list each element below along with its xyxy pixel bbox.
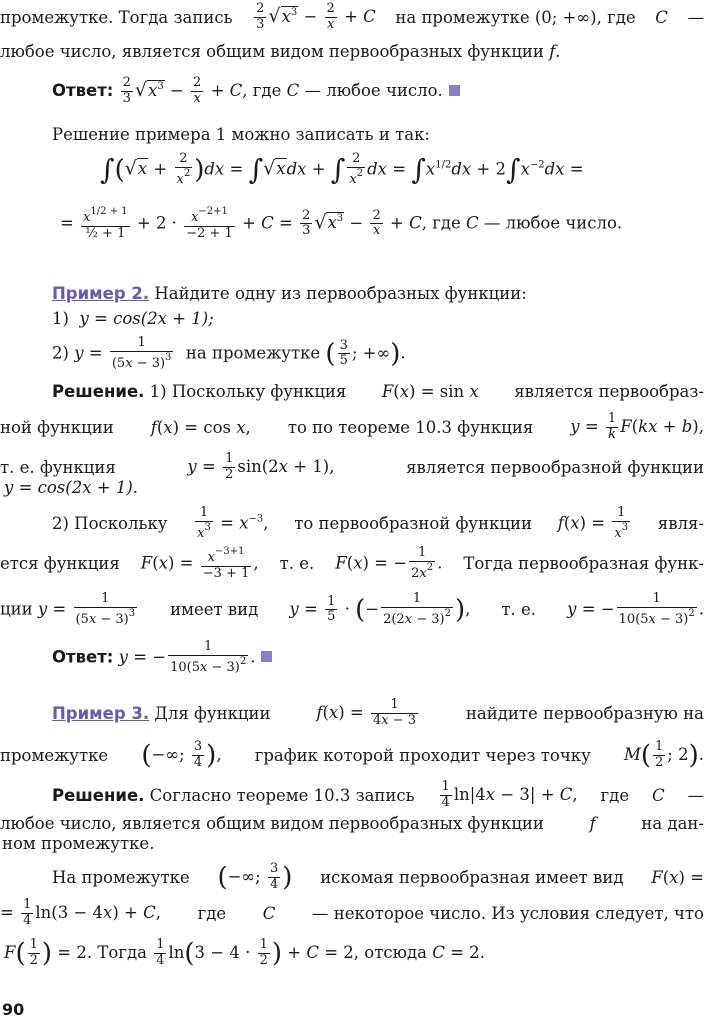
integral-line-1: ∫(√x + $\frac{2}{x^2}$ )dx = ∫√xdx + ∫ $\frac{2}{x^2}$ dx = $\int x^{1/2}dx + 2\int x^{-2}dx$ = (100, 151, 584, 187)
answer-1: Ответ: $\frac{2}{3}$ $√x^3$ − $\frac{2}{x}$ + C, где C — любое число. (52, 76, 460, 107)
solution-3-line-6: F( $\frac{1}{2}$ ) = 2. Тогда $\frac{1}{4}$ ln(3 − 4 · $\frac{1}{2}$ ) + C = 2, отсюда C = 2. (4, 937, 485, 969)
solution-2-line-1: Решение. 1) Поскольку функция F(x) = sin x является первообраз- (52, 382, 704, 401)
page-number: 90 (2, 1000, 25, 1019)
solution-2-line-6: ется функция F(x) = $\frac{x^{-3+1}}{-3 + 1}$ , т. е. F(x) = − $\frac{1}{2x^2}$ . Тогда первообразная функ- (0, 545, 704, 581)
example-3-line-2: промежутке (−∞; $\frac{3}{4}$ ), график которой проходит через точку M( $\frac{1}{2}$ ; 2). (0, 739, 704, 771)
solution-2-line-4: y = cos(2x + 1). (4, 478, 139, 497)
answer-2: Ответ: y = − $\frac{1}{10(5x - 3)^2}$ . (52, 640, 272, 676)
example-2-item-1: 1) y = cos(2x + 1); (52, 309, 214, 328)
integral-line-2: = $\frac{x^{1/2 + 1}}{\text{½ + 1}}$ + 2 · $\frac{x^{-2+1}}{-2 + 1}$ + C = $\frac{2}{3}$ $√x^3$ − $\frac{2}{x}$ + C, где C — любое число. (60, 206, 623, 241)
solution-2-line-3: т. е. функция y = $\frac{1}{2}$ sin(2x + 1), является первообразной функции (0, 451, 704, 482)
solution-2-line-2: ной функции f(x) = cos x, то по теореме 10.3 функция y = $\frac{1}{k}$ F(kx + b), (0, 411, 704, 442)
example-2-header: Пример 2. Найдите одну из первообразных функции: (52, 284, 527, 303)
text-line-1: промежутке. Тогда запись $\frac{2}{3}$ $√x^3$ − $\frac{2}{x}$ + C на промежутке (0; +∞), где C — (0, 1, 704, 32)
formula-general: $\frac{2}{3}$ $√x^3$ − $\frac{2}{x}$ + C (256, 1, 376, 32)
text-line-2: любое число, является общим видом первообразных функции f. (0, 42, 561, 61)
solution-3-line-3: ном промежутке. (2, 834, 155, 853)
solution-3-line-1: Решение. Согласно теореме 10.3 запись $\frac{1}{4}$ ln|4x − 3| + C, где C — (52, 779, 704, 810)
example-3-line-1: Пример 3. Для функции f(x) = $\frac{1}{4x - 3}$ найдите первообразную на (52, 697, 704, 728)
solution-2-line-7: ции y = $\frac{1}{(5x - 3)^3}$ имеет вид y = $\frac{1}{5}$ · (− $\frac{1}{2(2x - 3)^2}$ ), т. е. y = − $\frac{1}{10(5x - 3)^2}$ . (0, 591, 704, 627)
solution-1-intro: Решение примера 1 можно записать и так: (52, 125, 430, 144)
example-2-item-2: 2) y = $\frac{1}{(5x - 3)^3}$ на промежутке ( $\frac{3}{5}$ ; +∞). (52, 335, 406, 371)
solution-2-line-5: 2) Поскольку $\frac{1}{x^3}$ = $x^{-3}$, то первообразной функции f(x) = $\frac{1}{x^3}$ явля- (52, 505, 704, 541)
solution-3-line-4: На промежутке (−∞; $\frac{3}{4}$ ) искомая первообразная имеет вид F(x) = (52, 861, 704, 893)
solution-3-line-2: любое число, является общим видом первообразных функции f на дан- (0, 814, 704, 833)
end-marker-icon (449, 85, 460, 96)
solution-3-line-5: = $\frac{1}{4}$ ln(3 − 4x) + C, где C — некоторое число. Из условия следует, что (0, 897, 704, 928)
end-marker-icon (261, 651, 272, 662)
